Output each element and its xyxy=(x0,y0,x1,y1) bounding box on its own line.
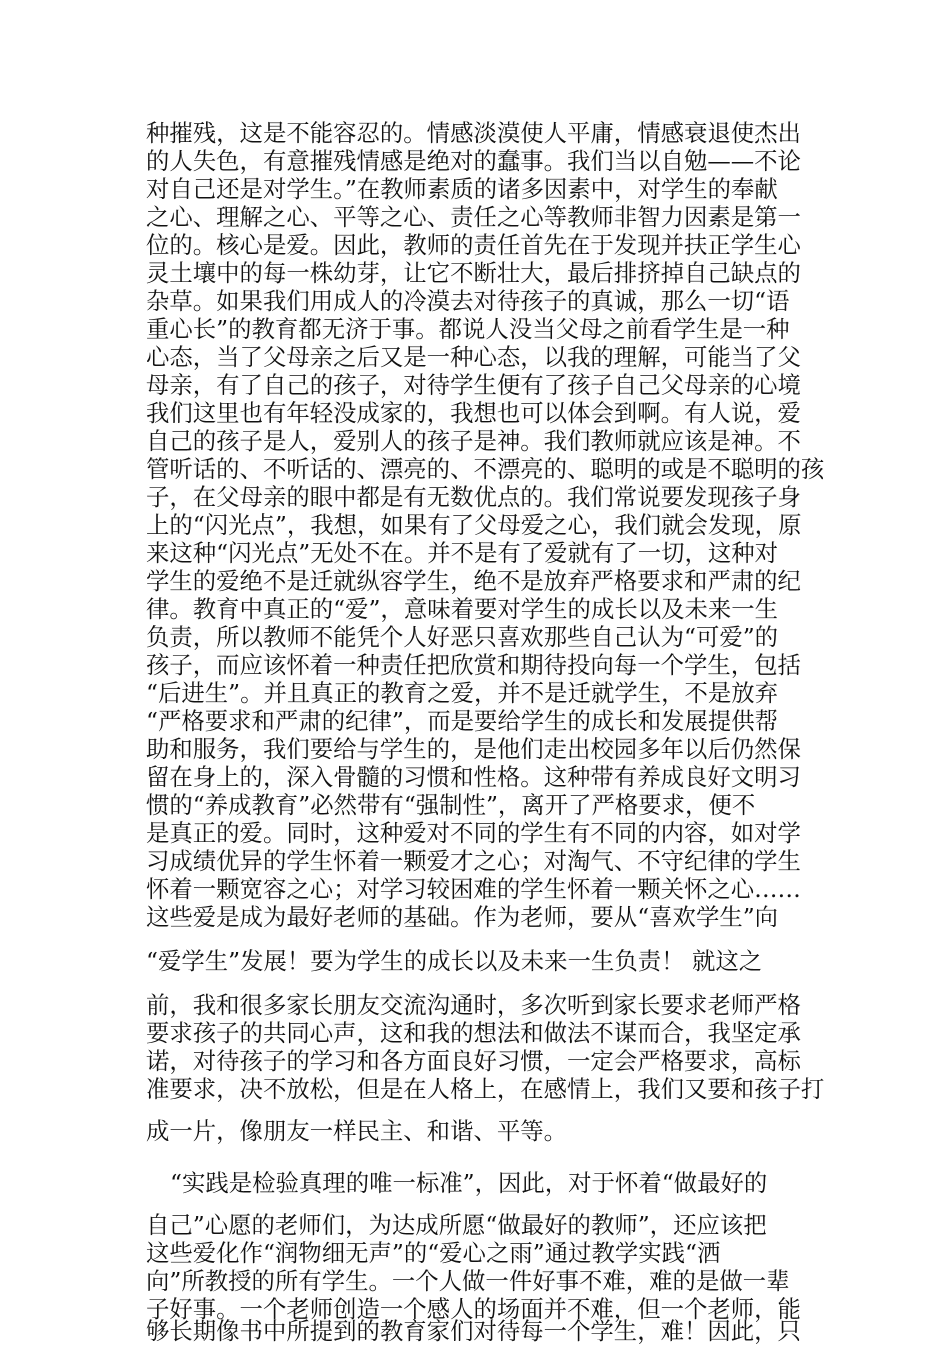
text-line: 我们这里也有年轻没成家的，我想也可以体会到啊。有人说，爱 xyxy=(146,399,801,427)
text-line: 的人失色，有意摧残情感是绝对的蠢事。我们当以自勉——不论 xyxy=(146,147,801,175)
text-line: 重心长”的教育都无济于事。都说人没当父母之前看学生是一种 xyxy=(146,315,790,343)
text-line: 学生的爱绝不是迁就纵容学生，绝不是放弃严格要求和严肃的纪 xyxy=(146,567,801,595)
text-line: “爱学生”发展！要为学生的成长以及未来一生负责！ 就这之 xyxy=(146,947,763,975)
text-line: 助和服务，我们要给与学生的，是他们走出校园多年以后仍然保 xyxy=(146,735,801,763)
text-line: 自己”心愿的老师们，为达成所愿“做最好的教师”，还应该把 xyxy=(146,1211,767,1239)
text-line: 孩子，而应该怀着一种责任把欣赏和期待投向每一个学生，包括 xyxy=(146,651,801,679)
text-line: 向”所教授的所有学生。一个人做一件好事不难，难的是做一辈 xyxy=(146,1267,790,1295)
text-line: 这些爱是成为最好老师的基础。作为老师，要从“喜欢学生”向 xyxy=(146,903,779,931)
text-line: 成一片，像朋友一样民主、和谐、平等。 xyxy=(146,1117,568,1145)
text-line: 律。教育中真正的“爱”，意味着要对学生的成长以及未来一生 xyxy=(146,595,779,623)
text-line: 要求孩子的共同心声，这和我的想法和做法不谋而合，我坚定承 xyxy=(146,1019,801,1047)
text-line: 上的“闪光点”，我想，如果有了父母爱之心，我们就会发现，原 xyxy=(146,511,802,539)
text-line: 习成绩优异的学生怀着一颗爱才之心；对淘气、不守纪律的学生 xyxy=(146,847,801,875)
text-line: 准要求，决不放松，但是在人格上，在感情上，我们又要和孩子打 xyxy=(146,1075,825,1103)
text-line: 诺，对待孩子的学习和各方面良好习惯，一定会严格要求，高标 xyxy=(146,1047,801,1075)
text-line: 是真正的爱。同时，这种爱对不同的学生有不同的内容，如对学 xyxy=(146,819,801,847)
text-line: 惯的“养成教育”必然带有“强制性”，离开了严格要求，便不 xyxy=(146,791,756,819)
text-line: 之心、理解之心、平等之心、责任之心等教师非智力因素是第一 xyxy=(146,203,801,231)
text-line: “后进生”。并且真正的教育之爱，并不是迁就学生，不是放弃 xyxy=(146,679,779,707)
text-line: 心态，当了父母亲之后又是一种心态，以我的理解，可能当了父 xyxy=(146,343,801,371)
text-line: 子好事。一个老师创造一个感人的场面并不难，但一个老师，能 xyxy=(146,1295,801,1323)
text-line: 子，在父母亲的眼中都是有无数优点的。我们常说要发现孩子身 xyxy=(146,483,801,511)
text-line: 这些爱化作“润物细无声”的“爱心之雨”通过教学实践“洒 xyxy=(146,1239,721,1267)
text-line: 对自己还是对学生。”在教师素质的诸多因素中，对学生的奉献 xyxy=(146,175,778,203)
paragraph-first-line: “实践是检验真理的唯一标准”，因此，对于怀着“做最好的 xyxy=(170,1169,768,1197)
text-line: 种摧残，这是不能容忍的。情感淡漠使人平庸，情感衰退使杰出 xyxy=(146,119,801,147)
text-line: 负责，所以教师不能凭个人好恶只喜欢那些自己认为“可爱”的 xyxy=(146,623,779,651)
text-line: 灵土壤中的每一株幼芽，让它不断壮大，最后排挤掉自己缺点的 xyxy=(146,259,801,287)
text-line: 前，我和很多家长朋友交流沟通时，多次听到家长要求老师严格 xyxy=(146,991,801,1019)
text-line: 自己的孩子是人，爱别人的孩子是神。我们教师就应该是神。不 xyxy=(146,427,801,455)
text-line: 位的。核心是爱。因此，教师的责任首先在于发现并扶正学生心 xyxy=(146,231,801,259)
text-line: 留在身上的，深入骨髓的习惯和性格。这种带有养成良好文明习 xyxy=(146,763,801,791)
text-line: 来这种“闪光点”无处不在。并不是有了爱就有了一切，这种对 xyxy=(146,539,779,567)
text-line: 够长期像书中所提到的教育家们对待每一个学生，难！因此，只 xyxy=(146,1317,801,1345)
text-line: “严格要求和严肃的纪律”，而是要给学生的成长和发展提供帮 xyxy=(146,707,779,735)
text-line: 杂草。如果我们用成人的冷漠去对待孩子的真诚，那么一切“语 xyxy=(146,287,790,315)
text-line: 母亲，有了自己的孩子，对待学生便有了孩子自己父母亲的心境 xyxy=(146,371,801,399)
text-line: 管听话的、不听话的、漂亮的、不漂亮的、聪明的或是不聪明的孩 xyxy=(146,455,825,483)
text-line: 怀着一颗宽容之心；对学习较困难的学生怀着一颗关怀之心…… xyxy=(146,875,801,903)
